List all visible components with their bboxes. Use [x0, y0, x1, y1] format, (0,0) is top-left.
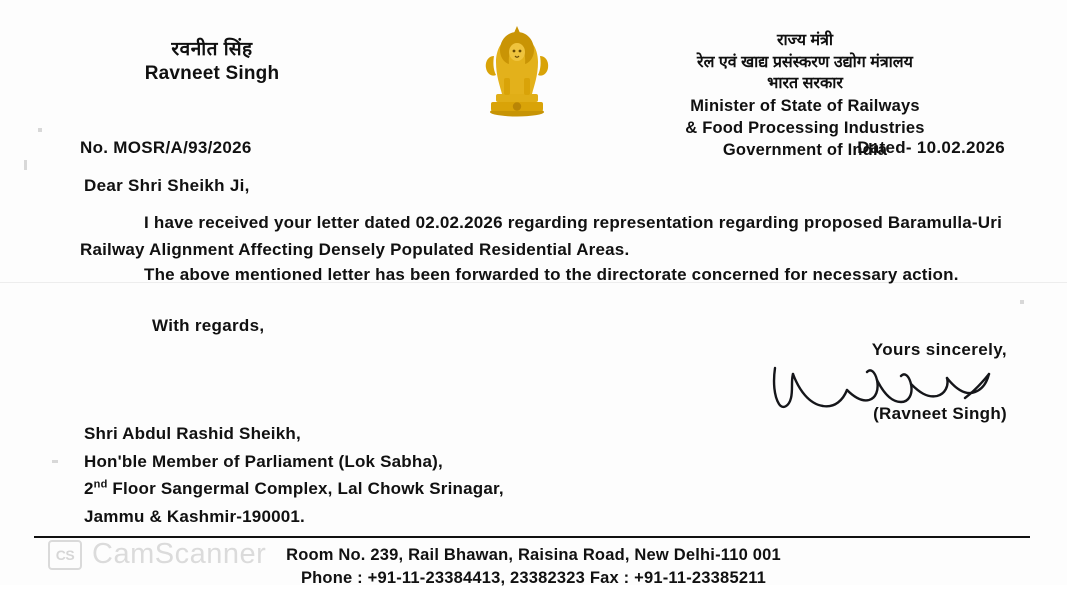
ministry-english-line-1: Minister of State of Railways [690, 96, 920, 115]
signer-name: (Ravneet Singh) [873, 404, 1007, 423]
ministry-hindi-line-2: रेल एवं खाद्य प्रसंस्करण उद्योग मंत्रालय [697, 53, 913, 71]
body-paragraph-1 [80, 210, 1002, 264]
addressee-line-3-number: 2 [84, 479, 94, 499]
footer-line-1: Room No. 239, Rail Bhawan, Raisina Road, New Delhi-110 001 [286, 546, 781, 564]
addressee-line-1: Shri Abdul Rashid Sheikh, [84, 424, 301, 443]
body-paragraph-2 [80, 262, 1002, 289]
closing-line: Yours sincerely, [871, 340, 1007, 359]
ministry-hindi-line-1: राज्य मंत्री [776, 32, 834, 49]
footer-divider [34, 536, 1030, 538]
sender-name-block [62, 38, 362, 86]
regards-line: With regards, [152, 316, 265, 335]
footer-line-2: Phone : +91-11-23384413, 23382323 Fax : +91-11-23385211 [300, 569, 767, 588]
ministry-hindi-line-3: भारत सरकार [767, 75, 843, 93]
addressee-line-4: Jammu & Kashmir-190001. [84, 506, 305, 526]
sender-name-hindi: रवनीत सिंह [171, 39, 253, 60]
body-paragraph-2-text: The above mentioned letter has been forwarded to the directorate concerned for necessary action. [144, 265, 959, 284]
salutation: Dear Shri Sheikh Ji, [84, 176, 250, 195]
body-paragraph-1-text: I have received your letter dated 02.02.2026 regarding representation regarding proposed Baramulla-Uri Railway Alignment Affecting Densely Populated Residential Areas. [80, 213, 1002, 259]
scan-speck [52, 460, 58, 463]
addressee-block [84, 420, 504, 530]
addressee-line-3-ordinal: nd [93, 478, 108, 491]
reference-number: No. MOSR/A/93/2026 [80, 138, 252, 157]
ministry-english-line-3: Government of India [722, 141, 888, 160]
reference-row [0, 138, 1067, 164]
camscanner-watermark-text: CamScanner [92, 538, 267, 570]
scan-speck [1020, 300, 1024, 304]
ministry-english-line-2: & Food Processing Industries [685, 119, 925, 138]
footer-address-block [0, 544, 1067, 591]
india-state-emblem-icon [474, 16, 560, 126]
sender-name-english: Ravneet Singh [144, 62, 280, 84]
addressee-line-2: Hon'ble Member of Parliament (Lok Sabha), [84, 451, 443, 471]
addressee-line-3 [84, 475, 504, 503]
addressee-line-3-rest: Floor Sangermal Complex, Lal Chowk Srinagar, [107, 479, 504, 499]
camscanner-badge-icon: CS [48, 540, 82, 570]
reference-date: Dated- 10.02.2026 [857, 138, 1005, 157]
scan-speck [38, 128, 42, 132]
